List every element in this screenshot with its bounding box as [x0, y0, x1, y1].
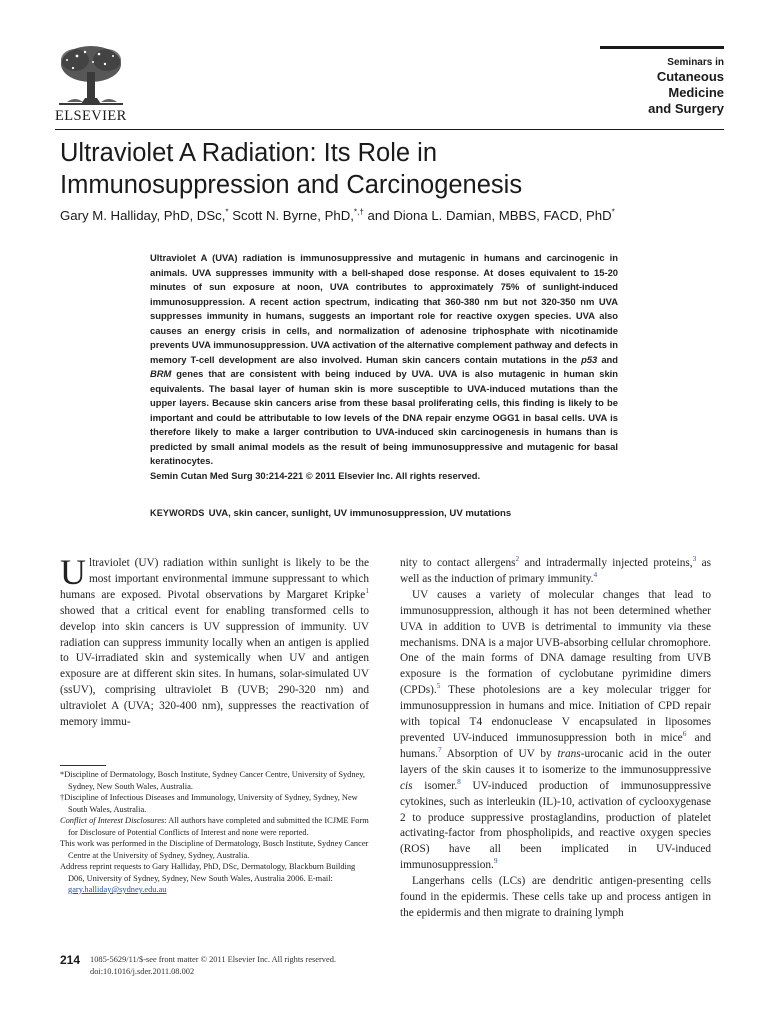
author-name: Scott N. Byrne, PhD, — [228, 208, 354, 223]
footnote — [60, 861, 371, 896]
body-text: showed that a critical event for enabling transformed cells to develop into skin cancers is UV suppression of immunity. UV radiation can suppress immunity locally when an antigen is applied to UV-irradiated skin and systemically when UV and antigen exposure are at different skin sites. In humans, solar-simulated UV (ssUV), comprising ultraviolet B (UVB; 290-320 nm) and ultraviolet A (UVA; 320-400 nm), suppresses the reactivation of memory immu- — [60, 604, 369, 729]
journal-rule — [600, 46, 724, 49]
drop-cap: U — [60, 552, 86, 592]
reference-link[interactable]: 2 — [515, 554, 520, 564]
body-text: -urocanic acid in the outer layers of the skin causes it to isomerize to the immunosuppressive — [400, 747, 712, 776]
reference-link[interactable]: 3 — [692, 554, 697, 564]
reference-link[interactable]: 8 — [457, 776, 461, 786]
body-text: and intradermally injected proteins, — [519, 557, 693, 569]
article-title — [60, 137, 720, 201]
reference-link[interactable]: 4 — [593, 570, 598, 580]
body-column-left — [60, 552, 369, 731]
footnotes — [60, 769, 371, 896]
body-paragraph — [400, 588, 711, 874]
author-name: Gary M. Halliday, PhD, DSc, — [60, 208, 226, 223]
publisher-name: ELSEVIER — [55, 108, 127, 124]
doi-line: doi:10.1016/j.sder.2011.08.002 — [90, 967, 195, 976]
footnote: This work was performed in the Discipline of Dermatology, Bosch Institute, Sydney Cancer Centre at the University of Sydney, Sydney, Australia. — [60, 839, 369, 860]
body-text: ltraviolet (UV) radiation within sunlight is likely to be the most important environmental immune suppressant to which humans are exposed. Pivotal observations by Margaret Kripke — [60, 557, 369, 601]
footnote: *Discipline of Dermatology, Bosch Institute, Sydney Cancer Centre, University of Sydney, Sydney, New South Wales, Australia. — [60, 770, 366, 791]
journal-line: Seminars in — [667, 57, 724, 68]
abstract-text — [150, 251, 618, 483]
journal-citation: Semin Cutan Med Surg 30:214-221 © 2011 Elsevier Inc. All rights reserved. — [150, 469, 481, 481]
email-link[interactable]: gary.halliday@sydney.edu.au — [68, 885, 167, 894]
page-number: 214 — [60, 953, 81, 967]
body-text: UV-induced production of immunosuppressive cytokines, such as interleukin (IL)-10, activation of cyclooxygenase 2 to produce suppressive prostaglandins, production of platelet activating-factor from phospholipids, and reactive oxygen species (ROS) have all been implicated in UV-induced immunosuppression. — [400, 779, 711, 872]
footnote-rule — [60, 765, 106, 766]
author-name: and Diona L. Damian, MBBS, FACD, PhD — [363, 208, 612, 223]
affiliation-mark: * — [225, 207, 229, 217]
body-text: These photolesions are a key molecular trigger for immunosuppression in humans and mice. Initiation of CPD repair with topical T4 endonuclease V encapsulated in liposomes prevented UV-induced immunosuppression both in mice — [400, 684, 711, 744]
body-text: isomer. — [412, 779, 458, 792]
reference-link[interactable]: 7 — [437, 745, 442, 755]
footnote-text: Address reprint requests to Gary Halliday, PhD, DSc, Dermatology, Blackburn Building D06, University of Sydney, Sydney, New South Wales, Australia 2006. E-mail: — [60, 862, 356, 883]
body-paragraph — [400, 556, 711, 588]
header-divider — [55, 129, 724, 130]
abstract-segment: genes that are consistent with being induced by UVA. UVA is also mutagenic in human skin equivalents. The basal layer of human skin is more susceptible to UVA-induced mutations than the upper layers. Because skin cancers arise from these basal proliferating cells, this finding is likely to be important and could be attributable to low levels of the DNA repair enzyme OGG1 in basal cells. UVA is therefore likely to make a larger contribution to UVA-induced skin carcinogenesis in humans than is predicted by small animal models as the result of being immunosuppressive and mutagenic for basal keratinocytes. — [150, 368, 618, 466]
body-emphasis: cis — [400, 779, 413, 792]
body-paragraph — [60, 552, 369, 731]
body-emphasis: trans — [557, 747, 581, 760]
journal-name — [600, 56, 724, 117]
body-text: as well as the induction of primary immunity. — [400, 557, 711, 585]
body-text: nity to contact allergens — [400, 557, 516, 569]
abstract — [150, 251, 618, 483]
body-text: and humans. — [400, 731, 711, 760]
footnote — [60, 815, 371, 838]
author-list — [60, 208, 730, 223]
keywords-label: KEYWORDS — [150, 508, 205, 518]
keywords-list: UVA, skin cancer, sunlight, UV immunosuppression, UV mutations — [208, 508, 512, 519]
reference-link[interactable]: 9 — [493, 856, 498, 866]
footnote-text: : All authors have completed and submitted the ICJME Form for Disclosure of Potential Conflicts of Interest and none were reported. — [68, 816, 369, 837]
journal-line: Cutaneous — [656, 69, 724, 84]
body-text: UV causes a variety of molecular changes that lead to immunosuppression, although it has not been determined whether UVA in addition to UVB is detrimental to immunity via these mechanisms. DNA is a major UVB-absorbing cellular chromophore. One of the main forms of DNA damage resulting from UVB exposure is the formation of cyclobutane pyrimidine dimers (CPDs). — [400, 588, 711, 697]
gene-name: BRM — [150, 368, 172, 379]
footnote-label: Conflict of Interest Disclosures — [60, 816, 165, 825]
body-paragraph: Langerhans cells (LCs) are dendritic antigen-presenting cells found in the epidermis. These cells take up and process antigen in the epidermis and then migrate to draining lymph — [400, 875, 711, 919]
title-line: Immunosuppression and Carcinogenesis — [60, 171, 523, 199]
affiliation-mark: * — [611, 207, 615, 217]
body-column-right — [400, 556, 711, 922]
page-footer — [90, 954, 336, 978]
abstract-segment: Ultraviolet A (UVA) radiation is immunosuppressive and mutagenic in humans and carcinogenic in animals. UVA suppresses immunity with a bell-shaped dose response. At doses equivalent to 15-20 minutes of sun exposure at noon, UVA contributes to approximately 75% of sunlight-induced immunosuppression. A recent action spectrum, indicating that 360-380 nm but not 320-350 nm UVA suppresses immunity in humans, suggests an important role for reactive oxygen species. UVA also causes an energy crisis in cells, and normalization of adenosine triphosphate with nicotinamide prevents UVA immunosuppression. UVA activation of the alternative complement pathway and defects in memory T-cell development are also involved. Human skin cancers contain mutations in the — [150, 252, 618, 365]
body-text: Absorption of UV by — [441, 747, 558, 760]
reference-link[interactable]: 5 — [436, 681, 441, 691]
abstract-segment: and — [597, 353, 618, 365]
elsevier-tree-logo — [55, 42, 127, 108]
reference-link[interactable]: 1 — [365, 586, 369, 596]
footnote: †Discipline of Infectious Diseases and Immunology, University of Sydney, Sydney, New South Wales, Australia. — [60, 793, 358, 814]
journal-line: and Surgery — [648, 101, 724, 116]
reference-link[interactable]: 6 — [682, 729, 687, 739]
title-line: Ultraviolet A Radiation: Its Role in — [60, 139, 438, 167]
gene-name: p53 — [581, 353, 598, 365]
copyright-line: 1085-5629/11/$-see front matter © 2011 Elsevier Inc. All rights reserved. — [90, 955, 336, 964]
affiliation-mark: *,† — [353, 207, 364, 217]
journal-line: Medicine — [668, 85, 724, 100]
keywords — [150, 508, 618, 519]
